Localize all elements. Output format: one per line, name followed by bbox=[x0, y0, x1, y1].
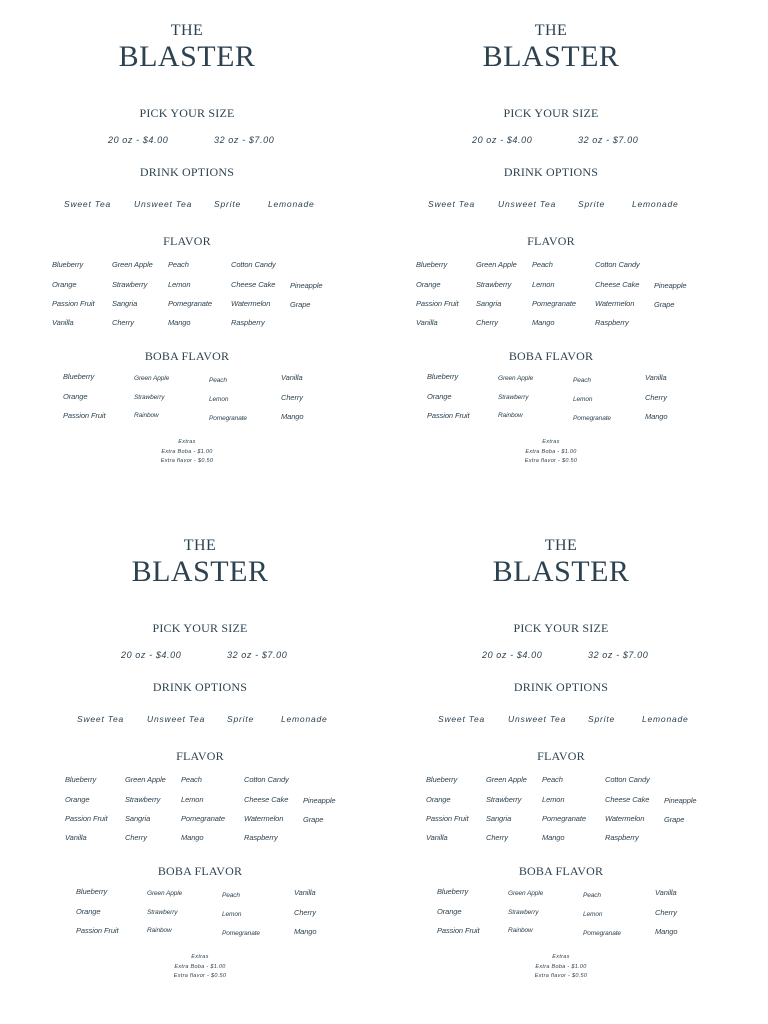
flavor-item: Pineapple bbox=[290, 281, 323, 290]
flavor-item: Strawberry bbox=[476, 280, 512, 289]
flavor-item: Green Apple bbox=[112, 260, 153, 269]
boba-item: Lemon bbox=[583, 911, 603, 918]
boba-item: Strawberry bbox=[508, 909, 539, 916]
boba-item: Green Apple bbox=[134, 375, 170, 382]
boba-item: Vanilla bbox=[294, 888, 316, 897]
flavor-item: Passion Fruit bbox=[65, 814, 108, 823]
flavor-item: Vanilla bbox=[52, 318, 74, 327]
flavor-item: Vanilla bbox=[416, 318, 438, 327]
flavor-item: Watermelon bbox=[231, 299, 271, 308]
extras-boba: Extra Boba - $1.00 bbox=[174, 963, 226, 970]
boba-item: Mango bbox=[655, 927, 678, 936]
boba-item: Blueberry bbox=[437, 887, 469, 896]
drink-heading: DRINK OPTIONS bbox=[139, 165, 235, 179]
boba-item: Lemon bbox=[222, 911, 242, 918]
size-32oz: 32 oz - $7.00 bbox=[578, 135, 639, 145]
flavor-item: Mango bbox=[168, 318, 191, 327]
flavor-item: Cherry bbox=[486, 833, 508, 842]
boba-heading: BOBA FLAVOR bbox=[508, 349, 594, 363]
boba-item: Cherry bbox=[645, 393, 667, 402]
drink-sprite: Sprite bbox=[588, 714, 616, 724]
flavor-item: Peach bbox=[532, 260, 553, 269]
size-20oz: 20 oz - $4.00 bbox=[121, 650, 182, 660]
boba-item: Strawberry bbox=[498, 394, 529, 401]
size-heading: PICK YOUR SIZE bbox=[513, 621, 609, 635]
boba-item: Orange bbox=[63, 392, 88, 401]
flavor-item: Orange bbox=[52, 280, 77, 289]
flavor-item: Cotton Candy bbox=[231, 260, 276, 269]
flavor-item: Sangria bbox=[125, 814, 151, 823]
drink-sweet-tea: Sweet Tea bbox=[428, 199, 476, 209]
boba-item: Vanilla bbox=[281, 373, 303, 382]
flavor-item: Orange bbox=[416, 280, 441, 289]
boba-item: Blueberry bbox=[76, 887, 108, 896]
extras-flavor: Extra flavor - $0.50 bbox=[173, 973, 227, 979]
flavor-item: Blueberry bbox=[416, 260, 448, 269]
flavor-item: Grape bbox=[290, 300, 311, 309]
title-the: THE bbox=[183, 537, 217, 554]
boba-item: Pomegranate bbox=[209, 415, 247, 422]
title-blaster: BLASTER bbox=[131, 555, 269, 588]
boba-item: Vanilla bbox=[655, 888, 677, 897]
flavor-item: Lemon bbox=[542, 795, 565, 804]
flavor-item: Grape bbox=[664, 815, 685, 824]
flavor-item: Mango bbox=[532, 318, 555, 327]
extras-boba: Extra Boba - $1.00 bbox=[535, 963, 587, 970]
flavor-item: Grape bbox=[303, 815, 324, 824]
boba-item: Strawberry bbox=[134, 394, 165, 401]
boba-item: Green Apple bbox=[508, 890, 544, 897]
title-blaster: BLASTER bbox=[118, 40, 256, 73]
drink-sweet-tea: Sweet Tea bbox=[438, 714, 486, 724]
size-heading: PICK YOUR SIZE bbox=[139, 106, 235, 120]
drink-unsweet-tea: Unsweet Tea bbox=[508, 714, 567, 724]
flavor-item: Cotton Candy bbox=[605, 775, 650, 784]
flavor-item: Cherry bbox=[476, 318, 498, 327]
flavor-item: Sangria bbox=[476, 299, 502, 308]
drink-lemonade: Lemonade bbox=[632, 199, 679, 209]
title-blaster: BLASTER bbox=[482, 40, 620, 73]
flavor-item: Passion Fruit bbox=[416, 299, 459, 308]
boba-item: Rainbow bbox=[147, 927, 172, 934]
drink-sprite: Sprite bbox=[214, 199, 242, 209]
boba-item: Cherry bbox=[294, 908, 316, 917]
extras-heading: Extras bbox=[178, 439, 196, 445]
flavor-item: Pomegranate bbox=[181, 814, 225, 823]
flavor-heading: FLAVOR bbox=[527, 234, 575, 248]
extras-flavor: Extra flavor - $0.50 bbox=[524, 458, 578, 464]
flavor-item: Orange bbox=[426, 795, 451, 804]
drink-unsweet-tea: Unsweet Tea bbox=[147, 714, 206, 724]
drink-heading: DRINK OPTIONS bbox=[513, 680, 609, 694]
drink-heading: DRINK OPTIONS bbox=[503, 165, 599, 179]
extras-boba: Extra Boba - $1.00 bbox=[161, 448, 213, 455]
size-32oz: 32 oz - $7.00 bbox=[588, 650, 649, 660]
boba-item: Pomegranate bbox=[583, 930, 621, 937]
boba-item: Rainbow bbox=[498, 412, 523, 419]
boba-item: Peach bbox=[583, 892, 601, 899]
flavor-item: Blueberry bbox=[426, 775, 458, 784]
flavor-item: Pineapple bbox=[303, 796, 336, 805]
flavor-item: Peach bbox=[181, 775, 202, 784]
flavor-item: Strawberry bbox=[486, 795, 522, 804]
size-heading: PICK YOUR SIZE bbox=[503, 106, 599, 120]
boba-item: Passion Fruit bbox=[427, 411, 470, 420]
boba-item: Mango bbox=[294, 927, 317, 936]
flavor-item: Watermelon bbox=[244, 814, 284, 823]
boba-heading: BOBA FLAVOR bbox=[157, 864, 243, 878]
boba-heading: BOBA FLAVOR bbox=[144, 349, 230, 363]
flavor-item: Pomegranate bbox=[168, 299, 212, 308]
flavor-heading: FLAVOR bbox=[176, 749, 224, 763]
boba-item: Cherry bbox=[281, 393, 303, 402]
extras-heading: Extras bbox=[552, 954, 570, 960]
extras-flavor: Extra flavor - $0.50 bbox=[160, 458, 214, 464]
boba-item: Passion Fruit bbox=[437, 926, 480, 935]
boba-item: Mango bbox=[281, 412, 304, 421]
flavor-item: Pomegranate bbox=[542, 814, 586, 823]
flavor-item: Pomegranate bbox=[532, 299, 576, 308]
flavor-heading: FLAVOR bbox=[537, 749, 585, 763]
flavor-item: Blueberry bbox=[52, 260, 84, 269]
flavor-item: Raspberry bbox=[595, 318, 629, 327]
flavor-item: Blueberry bbox=[65, 775, 97, 784]
menu-card-3 bbox=[65, 537, 375, 997]
title-the: THE bbox=[170, 22, 204, 39]
flavor-item: Orange bbox=[65, 795, 90, 804]
flavor-item: Lemon bbox=[168, 280, 191, 289]
extras-block bbox=[65, 953, 335, 982]
boba-item: Rainbow bbox=[134, 412, 159, 419]
extras-block bbox=[426, 953, 696, 982]
flavor-item: Raspberry bbox=[231, 318, 265, 327]
flavor-item: Cherry bbox=[125, 833, 147, 842]
boba-item: Strawberry bbox=[147, 909, 178, 916]
size-32oz: 32 oz - $7.00 bbox=[214, 135, 275, 145]
boba-item: Cherry bbox=[655, 908, 677, 917]
flavor-item: Green Apple bbox=[486, 775, 527, 784]
title-the: THE bbox=[544, 537, 578, 554]
flavor-item: Watermelon bbox=[605, 814, 645, 823]
flavor-item: Vanilla bbox=[65, 833, 87, 842]
flavor-item: Strawberry bbox=[112, 280, 148, 289]
boba-item: Green Apple bbox=[147, 890, 183, 897]
flavor-item: Peach bbox=[168, 260, 189, 269]
drink-sprite: Sprite bbox=[578, 199, 606, 209]
extras-heading: Extras bbox=[542, 439, 560, 445]
flavor-item: Pineapple bbox=[654, 281, 687, 290]
flavor-item: Lemon bbox=[181, 795, 204, 804]
size-20oz: 20 oz - $4.00 bbox=[472, 135, 533, 145]
extras-block bbox=[416, 438, 686, 467]
size-20oz: 20 oz - $4.00 bbox=[482, 650, 543, 660]
drink-unsweet-tea: Unsweet Tea bbox=[498, 199, 557, 209]
size-32oz: 32 oz - $7.00 bbox=[227, 650, 288, 660]
boba-item: Rainbow bbox=[508, 927, 533, 934]
drink-sprite: Sprite bbox=[227, 714, 255, 724]
flavor-item: Raspberry bbox=[605, 833, 639, 842]
flavor-item: Cotton Candy bbox=[244, 775, 289, 784]
flavor-item: Watermelon bbox=[595, 299, 635, 308]
boba-item: Peach bbox=[222, 892, 240, 899]
flavor-item: Cheese Cake bbox=[595, 280, 640, 289]
flavor-item: Green Apple bbox=[476, 260, 517, 269]
flavor-item: Cheese Cake bbox=[605, 795, 650, 804]
extras-block bbox=[52, 438, 322, 467]
flavor-item: Raspberry bbox=[244, 833, 278, 842]
flavor-item: Cheese Cake bbox=[231, 280, 276, 289]
size-heading: PICK YOUR SIZE bbox=[152, 621, 248, 635]
flavor-item: Sangria bbox=[112, 299, 138, 308]
flavor-item: Lemon bbox=[532, 280, 555, 289]
flavor-item: Pineapple bbox=[664, 796, 697, 805]
flavor-item: Cherry bbox=[112, 318, 134, 327]
boba-item: Vanilla bbox=[645, 373, 667, 382]
boba-item: Passion Fruit bbox=[76, 926, 119, 935]
flavor-item: Grape bbox=[654, 300, 675, 309]
drink-lemonade: Lemonade bbox=[642, 714, 689, 724]
extras-boba: Extra Boba - $1.00 bbox=[525, 448, 577, 455]
flavor-item: Vanilla bbox=[426, 833, 448, 842]
drink-sweet-tea: Sweet Tea bbox=[77, 714, 125, 724]
extras-flavor: Extra flavor - $0.50 bbox=[534, 973, 588, 979]
boba-item: Orange bbox=[437, 907, 462, 916]
boba-item: Blueberry bbox=[427, 372, 459, 381]
drink-lemonade: Lemonade bbox=[281, 714, 328, 724]
flavor-item: Mango bbox=[542, 833, 565, 842]
boba-item: Pomegranate bbox=[222, 930, 260, 937]
boba-item: Pomegranate bbox=[573, 415, 611, 422]
menu-card-1 bbox=[52, 22, 362, 482]
boba-item: Lemon bbox=[573, 396, 593, 403]
flavor-item: Green Apple bbox=[125, 775, 166, 784]
boba-item: Peach bbox=[573, 377, 591, 384]
boba-heading: BOBA FLAVOR bbox=[518, 864, 604, 878]
boba-item: Lemon bbox=[209, 396, 229, 403]
boba-item: Passion Fruit bbox=[63, 411, 106, 420]
flavor-item: Passion Fruit bbox=[52, 299, 95, 308]
flavor-item: Mango bbox=[181, 833, 204, 842]
title-blaster: BLASTER bbox=[492, 555, 630, 588]
flavor-item: Peach bbox=[542, 775, 563, 784]
size-20oz: 20 oz - $4.00 bbox=[108, 135, 169, 145]
extras-heading: Extras bbox=[191, 954, 209, 960]
title-the: THE bbox=[534, 22, 568, 39]
flavor-heading: FLAVOR bbox=[163, 234, 211, 248]
boba-item: Orange bbox=[427, 392, 452, 401]
flavor-item: Cotton Candy bbox=[595, 260, 640, 269]
drink-heading: DRINK OPTIONS bbox=[152, 680, 248, 694]
flavor-item: Strawberry bbox=[125, 795, 161, 804]
boba-item: Mango bbox=[645, 412, 668, 421]
menu-card-4 bbox=[426, 537, 736, 997]
flavor-item: Sangria bbox=[486, 814, 512, 823]
drink-lemonade: Lemonade bbox=[268, 199, 315, 209]
boba-item: Blueberry bbox=[63, 372, 95, 381]
drink-unsweet-tea: Unsweet Tea bbox=[134, 199, 193, 209]
menu-card-2 bbox=[416, 22, 726, 482]
boba-item: Orange bbox=[76, 907, 101, 916]
boba-item: Green Apple bbox=[498, 375, 534, 382]
drink-sweet-tea: Sweet Tea bbox=[64, 199, 112, 209]
boba-item: Peach bbox=[209, 377, 227, 384]
flavor-item: Passion Fruit bbox=[426, 814, 469, 823]
flavor-item: Cheese Cake bbox=[244, 795, 289, 804]
